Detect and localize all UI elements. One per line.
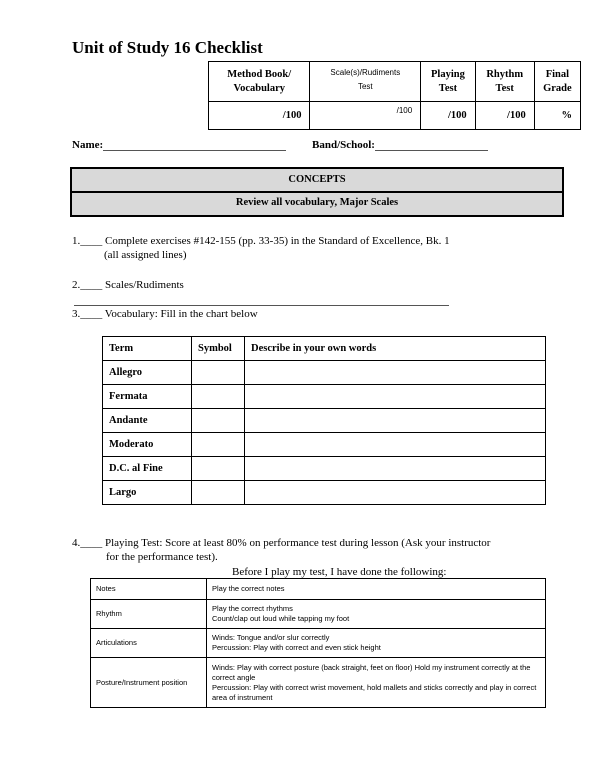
vocab-description-cell[interactable] <box>245 409 546 433</box>
grade-header-playing-test: Playing Test <box>421 62 475 102</box>
table-row <box>91 579 546 600</box>
vocab-term: Fermata <box>103 385 192 409</box>
table-row <box>103 361 546 385</box>
vocab-symbol-cell[interactable] <box>192 457 245 481</box>
vocab-description-cell[interactable] <box>245 433 546 457</box>
checklist-label: Posture/Instrument position <box>91 658 207 708</box>
vocab-symbol-cell[interactable] <box>192 433 245 457</box>
band-school-label: Band/School: <box>312 139 375 151</box>
grade-value-rhythm-test: /100 <box>475 102 534 130</box>
vocab-term: Allegro <box>103 361 192 385</box>
table-row <box>91 658 546 708</box>
vocab-description-cell[interactable] <box>245 481 546 505</box>
grade-header-rhythm-test: Rhythm Test <box>475 62 534 102</box>
table-row <box>91 629 546 658</box>
grade-header-scales: Scale(s)/Rudiments Test <box>310 62 421 102</box>
vocab-description-cell[interactable] <box>245 361 546 385</box>
item-3: 3.____ Vocabulary: Fill in the chart below <box>72 308 258 320</box>
page-title: Unit of Study 16 Checklist <box>72 38 263 57</box>
vocab-header-describe: Describe in your own words <box>245 337 546 361</box>
grade-summary-table <box>208 61 581 130</box>
item-2: 2.____ Scales/Rudiments <box>72 278 562 306</box>
checklist-label: Notes <box>91 579 207 600</box>
item-4: 4.____ Playing Test: Score at least 80% on performance test during lesson (Ask your instructor for the performance test). <box>72 537 491 563</box>
checklist-description: Winds: Play with correct posture (back straight, feet on floor) Hold my instrument correctly at the correct angle Percussion: Play with correct wrist movement, hold mallets and sticks correctly and play in correct area of instrument <box>207 658 546 708</box>
table-row <box>103 433 546 457</box>
vocab-header-symbol: Symbol <box>192 337 245 361</box>
item-1: 1.____ Complete exercises #142-155 (pp. 33-35) in the Standard of Excellence, Bk. 1 (all assigned lines) <box>72 235 450 261</box>
playing-test-checklist <box>90 578 546 708</box>
checklist-description: Play the correct rhythms Count/clap out loud while tapping my foot <box>207 600 546 629</box>
vocab-symbol-cell[interactable] <box>192 385 245 409</box>
vocab-symbol-cell[interactable] <box>192 409 245 433</box>
band-school-field[interactable] <box>312 139 488 151</box>
table-row <box>103 457 546 481</box>
checklist-label: Rhythm <box>91 600 207 629</box>
vocabulary-table <box>102 336 546 505</box>
table-row <box>103 409 546 433</box>
table-row <box>91 600 546 629</box>
concepts-subheading: Review all vocabulary, Major Scales <box>70 193 564 217</box>
vocab-description-cell[interactable] <box>245 457 546 481</box>
before-test-caption: Before I play my test, I have done the following: <box>232 566 447 578</box>
concepts-heading: CONCEPTS <box>70 167 564 193</box>
scales-rudiments-blank[interactable] <box>74 305 449 306</box>
name-label: Name: <box>72 139 104 151</box>
vocab-symbol-cell[interactable] <box>192 361 245 385</box>
checklist-description: Play the correct notes <box>207 579 546 600</box>
table-row <box>103 481 546 505</box>
vocab-term: D.C. al Fine <box>103 457 192 481</box>
vocab-description-cell[interactable] <box>245 385 546 409</box>
checklist-description: Winds: Tongue and/or slur correctly Percussion: Play with correct and even stick height <box>207 629 546 658</box>
name-blank[interactable] <box>103 150 286 151</box>
grade-header-final-grade: Final Grade <box>534 62 580 102</box>
band-school-blank[interactable] <box>375 150 488 151</box>
vocab-term: Largo <box>103 481 192 505</box>
table-row <box>103 385 546 409</box>
grade-value-playing-test: /100 <box>421 102 475 130</box>
vocab-header-term: Term <box>103 337 192 361</box>
grade-value-method-book: /100 <box>209 102 310 130</box>
name-field[interactable] <box>72 139 286 151</box>
vocab-term: Andante <box>103 409 192 433</box>
vocab-symbol-cell[interactable] <box>192 481 245 505</box>
grade-value-final-grade: % <box>534 102 580 130</box>
vocab-term: Moderato <box>103 433 192 457</box>
checklist-label: Articulations <box>91 629 207 658</box>
grade-header-method-book: Method Book/ Vocabulary <box>209 62 310 102</box>
grade-value-scales: /100 <box>310 102 421 130</box>
